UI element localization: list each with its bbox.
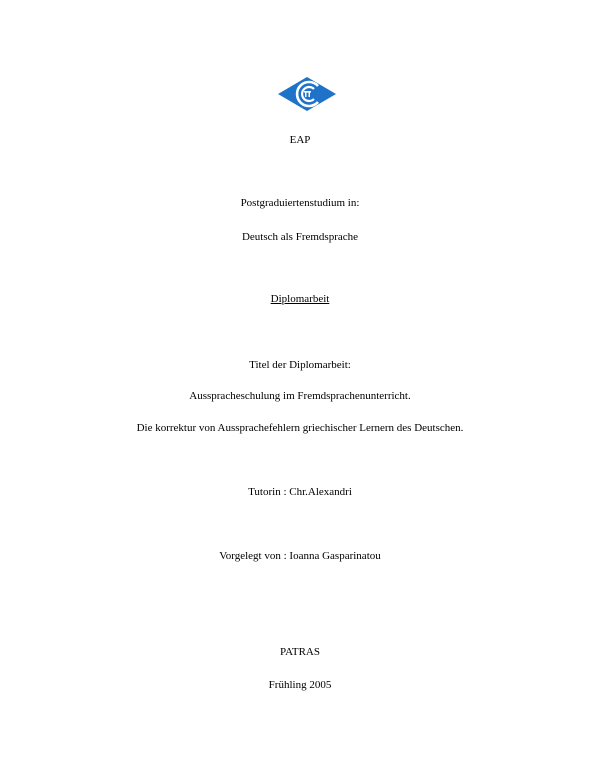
document-type-text: Diplomarbeit xyxy=(270,293,330,305)
thesis-title-label: Titel der Diplomarbeit: xyxy=(249,359,351,371)
study-label: Postgraduiertenstudium in: xyxy=(240,197,360,209)
study-program: Deutsch als Fremdsprache xyxy=(241,231,359,243)
author-line: Vorgelegt von : Ioanna Gasparinatou xyxy=(219,550,381,562)
document-type xyxy=(0,292,600,306)
thesis-title-line2: Die korrektur von Aussprachefehlern griechischer Lernern des Deutschen. xyxy=(136,422,464,434)
place-line: PATRAS xyxy=(280,646,320,658)
institution-name: EAP xyxy=(289,134,311,146)
thesis-title-line1: Ausspracheschulung im Fremdsprachenunterricht. xyxy=(189,390,411,402)
tutor-line: Tutorin : Chr.Alexandri xyxy=(248,486,352,498)
date-line: Frühling 2005 xyxy=(268,679,332,691)
eap-logo-icon xyxy=(277,76,337,112)
